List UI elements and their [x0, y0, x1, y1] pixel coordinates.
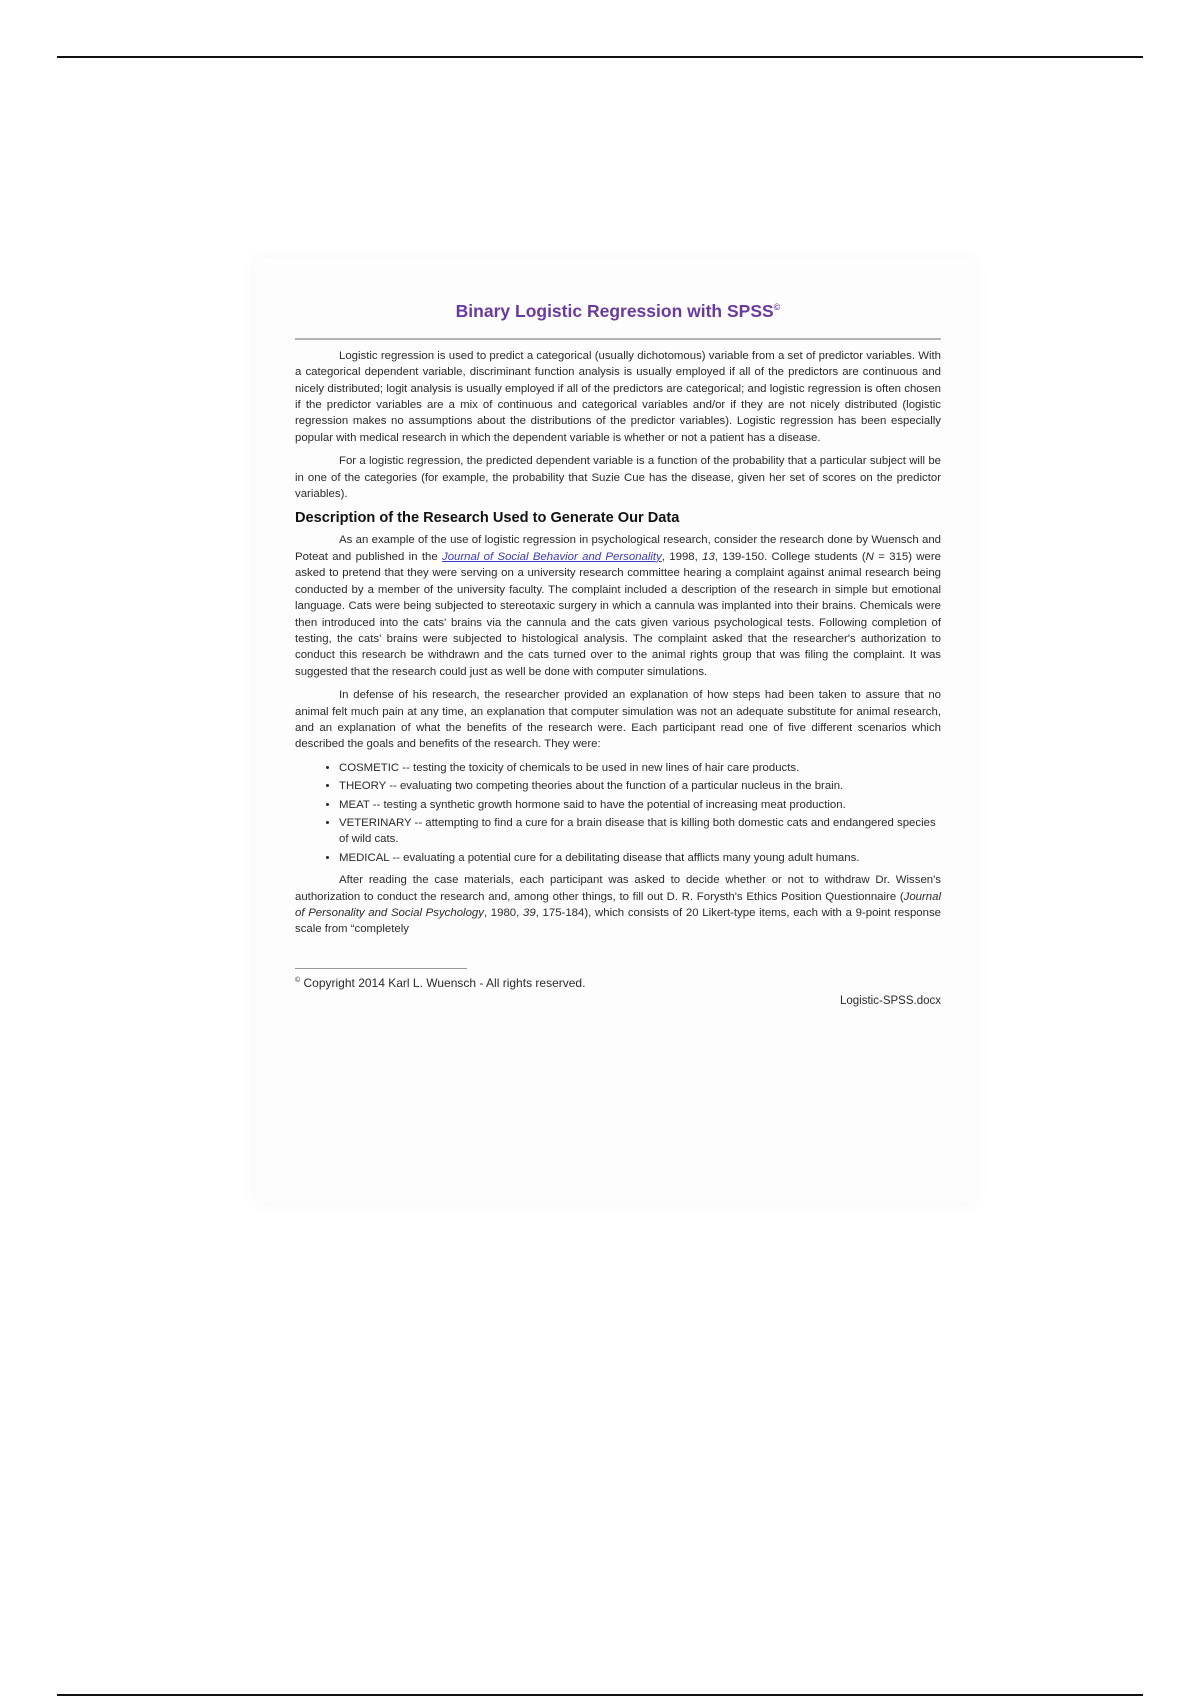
- document-filename: Logistic-SPSS.docx: [840, 994, 941, 1007]
- title-text: Binary Logistic Regression with SPSS: [455, 300, 774, 321]
- research-text-b: , 1998,: [661, 550, 703, 563]
- document-body: [295, 258, 941, 1009]
- footnote-text: Copyright 2014 Karl L. Wuensch - All rights reserved.: [300, 975, 586, 990]
- viewer-bottom-divider: [57, 1694, 1143, 1696]
- list-item: • MEDICAL -- evaluating a potential cure for a debilitating disease that afflicts many young adult humans.: [339, 850, 941, 866]
- defense-paragraph: In defense of his research, the researcher provided an explanation of how steps had been taken to assure that no animal felt much pain at any time, an explanation that computer simulation was not an adequate substitute for animal research, and an explanation of what the benefits of the research were. Each participant read one of five different scenarios which described the goals and benefits of the research. They were:: [295, 689, 941, 751]
- viewer-top-divider: [57, 56, 1143, 58]
- list-item: • MEAT -- testing a synthetic growth hormone said to have the potential of increasing meat production.: [339, 797, 941, 813]
- journal-link[interactable]: Journal of Social Behavior and Personality: [442, 550, 662, 563]
- title-copyright-mark: ©: [773, 302, 781, 312]
- list-item: • COSMETIC -- testing the toxicity of chemicals to be used in new lines of hair care products.: [339, 760, 941, 776]
- document-title: [295, 296, 941, 322]
- journal-name: Journal of Personality and Social Psychology: [295, 890, 941, 920]
- questionnaire-paragraph: [295, 872, 941, 938]
- prediction-paragraph: For a logistic regression, the predicted dependent variable is a function of the probability that a particular subject will be in one of the categories (for example, the probability that Suzie Cue has the disease, given her set of scores on the predictor variables).: [295, 455, 941, 501]
- research-text-a: As an example of the use of logistic regression in psychological research, consider the research done by Wuensch and Poteat and published in the: [295, 534, 941, 563]
- document-page: [255, 258, 975, 1203]
- footnote-divider: [295, 968, 467, 969]
- footnote-mark: ©: [295, 976, 301, 984]
- section-heading: Description of the Research Used to Generate Our Data: [295, 510, 680, 527]
- questionnaire-text-b: , 1980,: [483, 907, 524, 920]
- questionnaire-text-a: After reading the case materials, each participant was asked to decide whether or not to withdraw Dr. Wissen's authorization to conduct the research and, among other things, to fill out D. R. Forysth's Ethics Position Questionnaire (: [295, 874, 941, 903]
- sample-size-symbol: N: [865, 550, 874, 563]
- title-divider: [295, 338, 941, 340]
- research-text-d: = 315) were asked to pretend that they were serving on a university research committee hearing a complaint against animal research being conducted by a member of the university faculty. The complaint included a description of the research in simple but emotional language. Cats were being subjected to stereotaxic surgery in which a cannula was implanted into their brains. Chemicals were then introduced into the cats' brains via the cannula and the cats given various psychological tests. Following completion of testing, the cats' brains were subjected to histological analysis. The complaint asked that the researcher's authorization to conduct this research be withdrawn and the cats turned over to the animal rights group that was filing the complaint. It was suggested that the research could just as well be done with computer simulations.: [295, 550, 942, 678]
- research-text-c: , 139-150. College students (: [714, 550, 866, 563]
- questionnaire-text-c: , 175-184), which consists of 20 Likert-type items, each with a 9-point response scale from “completely: [295, 907, 941, 936]
- list-item: • THEORY -- evaluating two competing theories about the function of a particular nucleus in the brain.: [339, 778, 941, 794]
- volume-number: 39: [523, 907, 536, 920]
- research-paragraph: [295, 532, 941, 680]
- volume-number: 13: [702, 550, 715, 563]
- scenario-list: [295, 760, 941, 866]
- copyright-footnote: [295, 973, 941, 991]
- intro-paragraph: Logistic regression is used to predict a categorical (usually dichotomous) variable from a set of predictor variables. With a categorical dependent variable, discriminant function analysis is usually employed if all of the predictors are continuous and nicely distributed; logit analysis is usually employed if all of the predictors are categorical; and logistic regression is often chosen if the predictor variables are a mix of continuous and categorical variables and/or if they are not nicely distributed (logistic regression makes no assumptions about the distributions of the predictor variables). Logistic regression has been especially popular with medical research in which the dependent variable is whether or not a patient has a disease.: [295, 349, 941, 444]
- list-item: • VETERINARY -- attempting to find a cure for a brain disease that is killing both domestic cats and endangered species of wild cats.: [339, 815, 941, 848]
